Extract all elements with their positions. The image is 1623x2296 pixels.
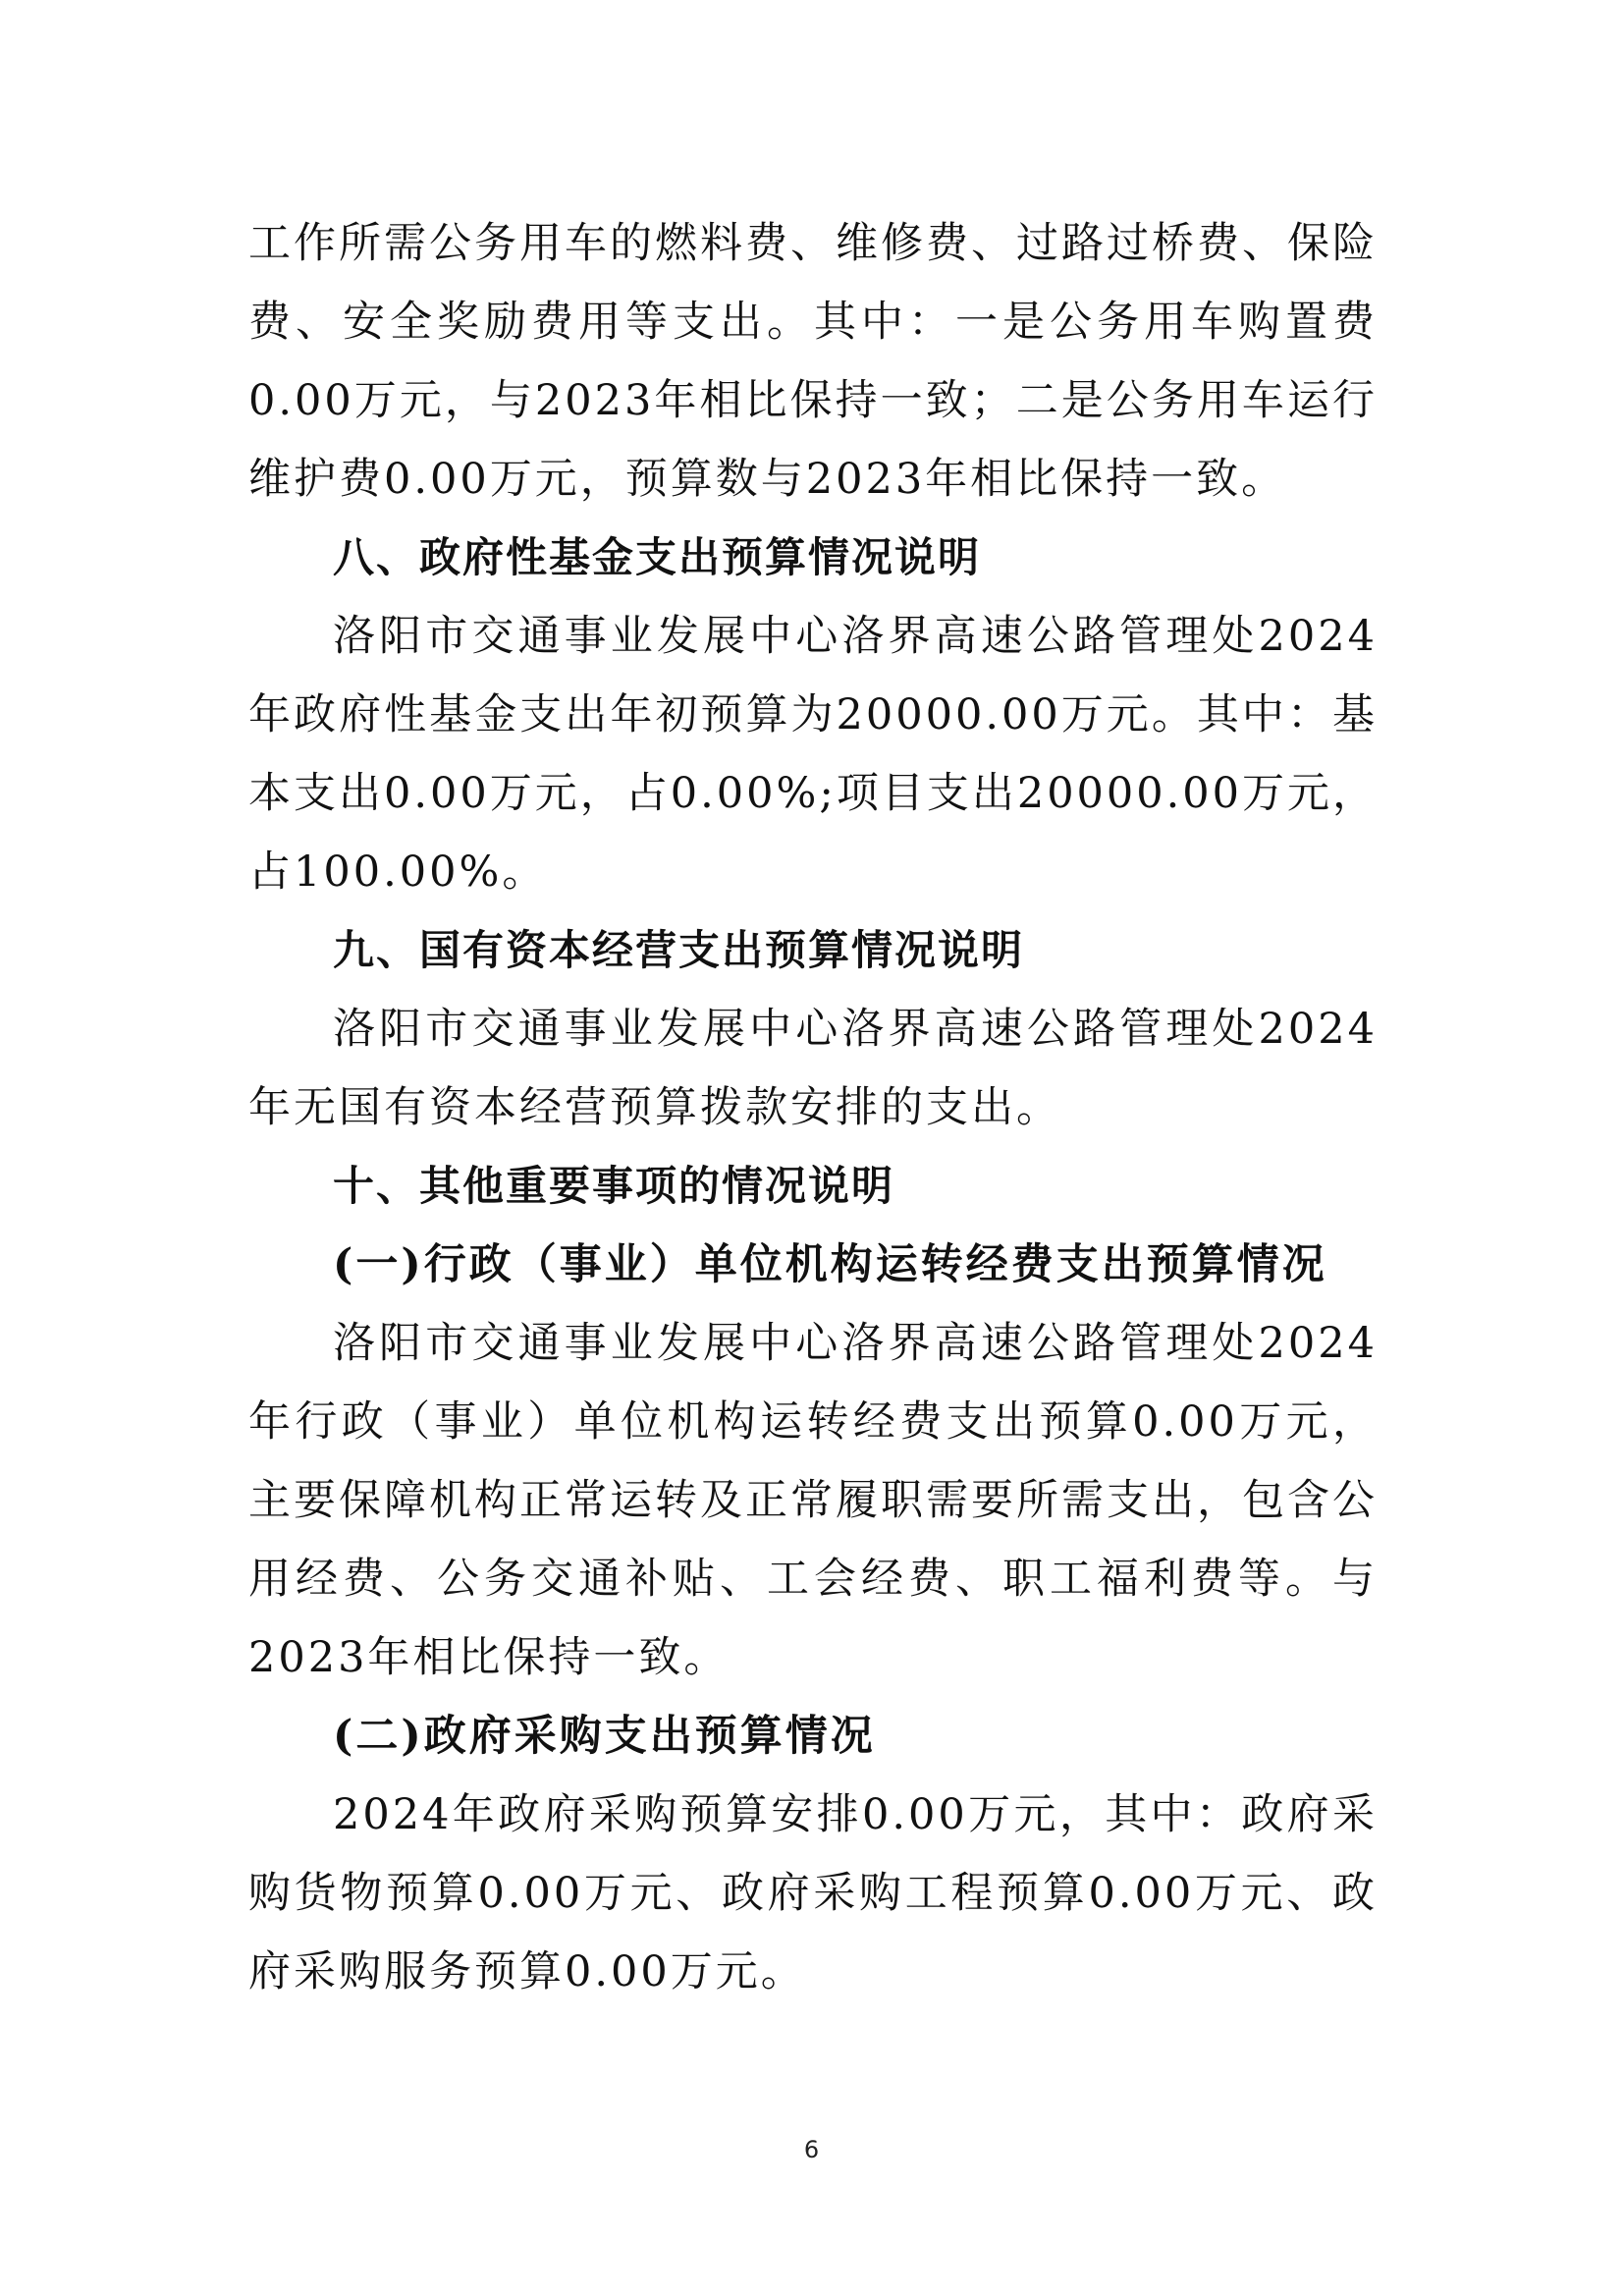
page-body — [248, 204, 1378, 2011]
paragraph-fund-budget: 洛阳市交通事业发展中心洛界高速公路管理处2024年政府性基金支出年初预算为20000.00万元。其中：基本支出0.00万元，占0.00%;项目支出20000.00万元，占100.00%。 — [248, 612, 1379, 897]
page-number: 6 — [803, 2136, 820, 2163]
paragraph-state-capital: 洛阳市交通事业发展中心洛界高速公路管理处2024年无国有资本经营预算拨款安排的支出。 — [248, 1005, 1378, 1132]
section-heading-state-capital: 九、国有资本经营支出预算情况说明 — [333, 926, 1025, 974]
paragraph-operating-expenses: 洛阳市交通事业发展中心洛界高速公路管理处2024年行政（事业）单位机构运转经费支出预算0.00万元，主要保障机构正常运转及正常履职需要所需支出，包含公用经费、公务交通补贴、工会经费、职工福利费等。与2023年相比保持一致。 — [248, 1319, 1378, 1682]
paragraph-vehicle-expenses: 工作所需公务用车的燃料费、维修费、过路过桥费、保险费、安全奖励费用等支出。其中：一是公务用车购置费0.00万元，与2023年相比保持一致；二是公务用车运行维护费0.00万元，预算数与2023年相比保持一致。 — [248, 219, 1378, 504]
subheading-procurement: (二)政府采购支出预算情况 — [333, 1712, 876, 1761]
paragraph-procurement: 2024年政府采购预算安排0.00万元，其中：政府采购货物预算0.00万元、政府采购工程预算0.00万元、政府采购服务预算0.00万元。 — [248, 1790, 1378, 1996]
subheading-operating-expenses: (一)行政（事业）单位机构运转经费支出预算情况 — [333, 1240, 1327, 1289]
section-heading-other-matters: 十、其他重要事项的情况说明 — [333, 1162, 895, 1210]
section-heading-fund-budget: 八、政府性基金支出预算情况说明 — [333, 533, 982, 581]
